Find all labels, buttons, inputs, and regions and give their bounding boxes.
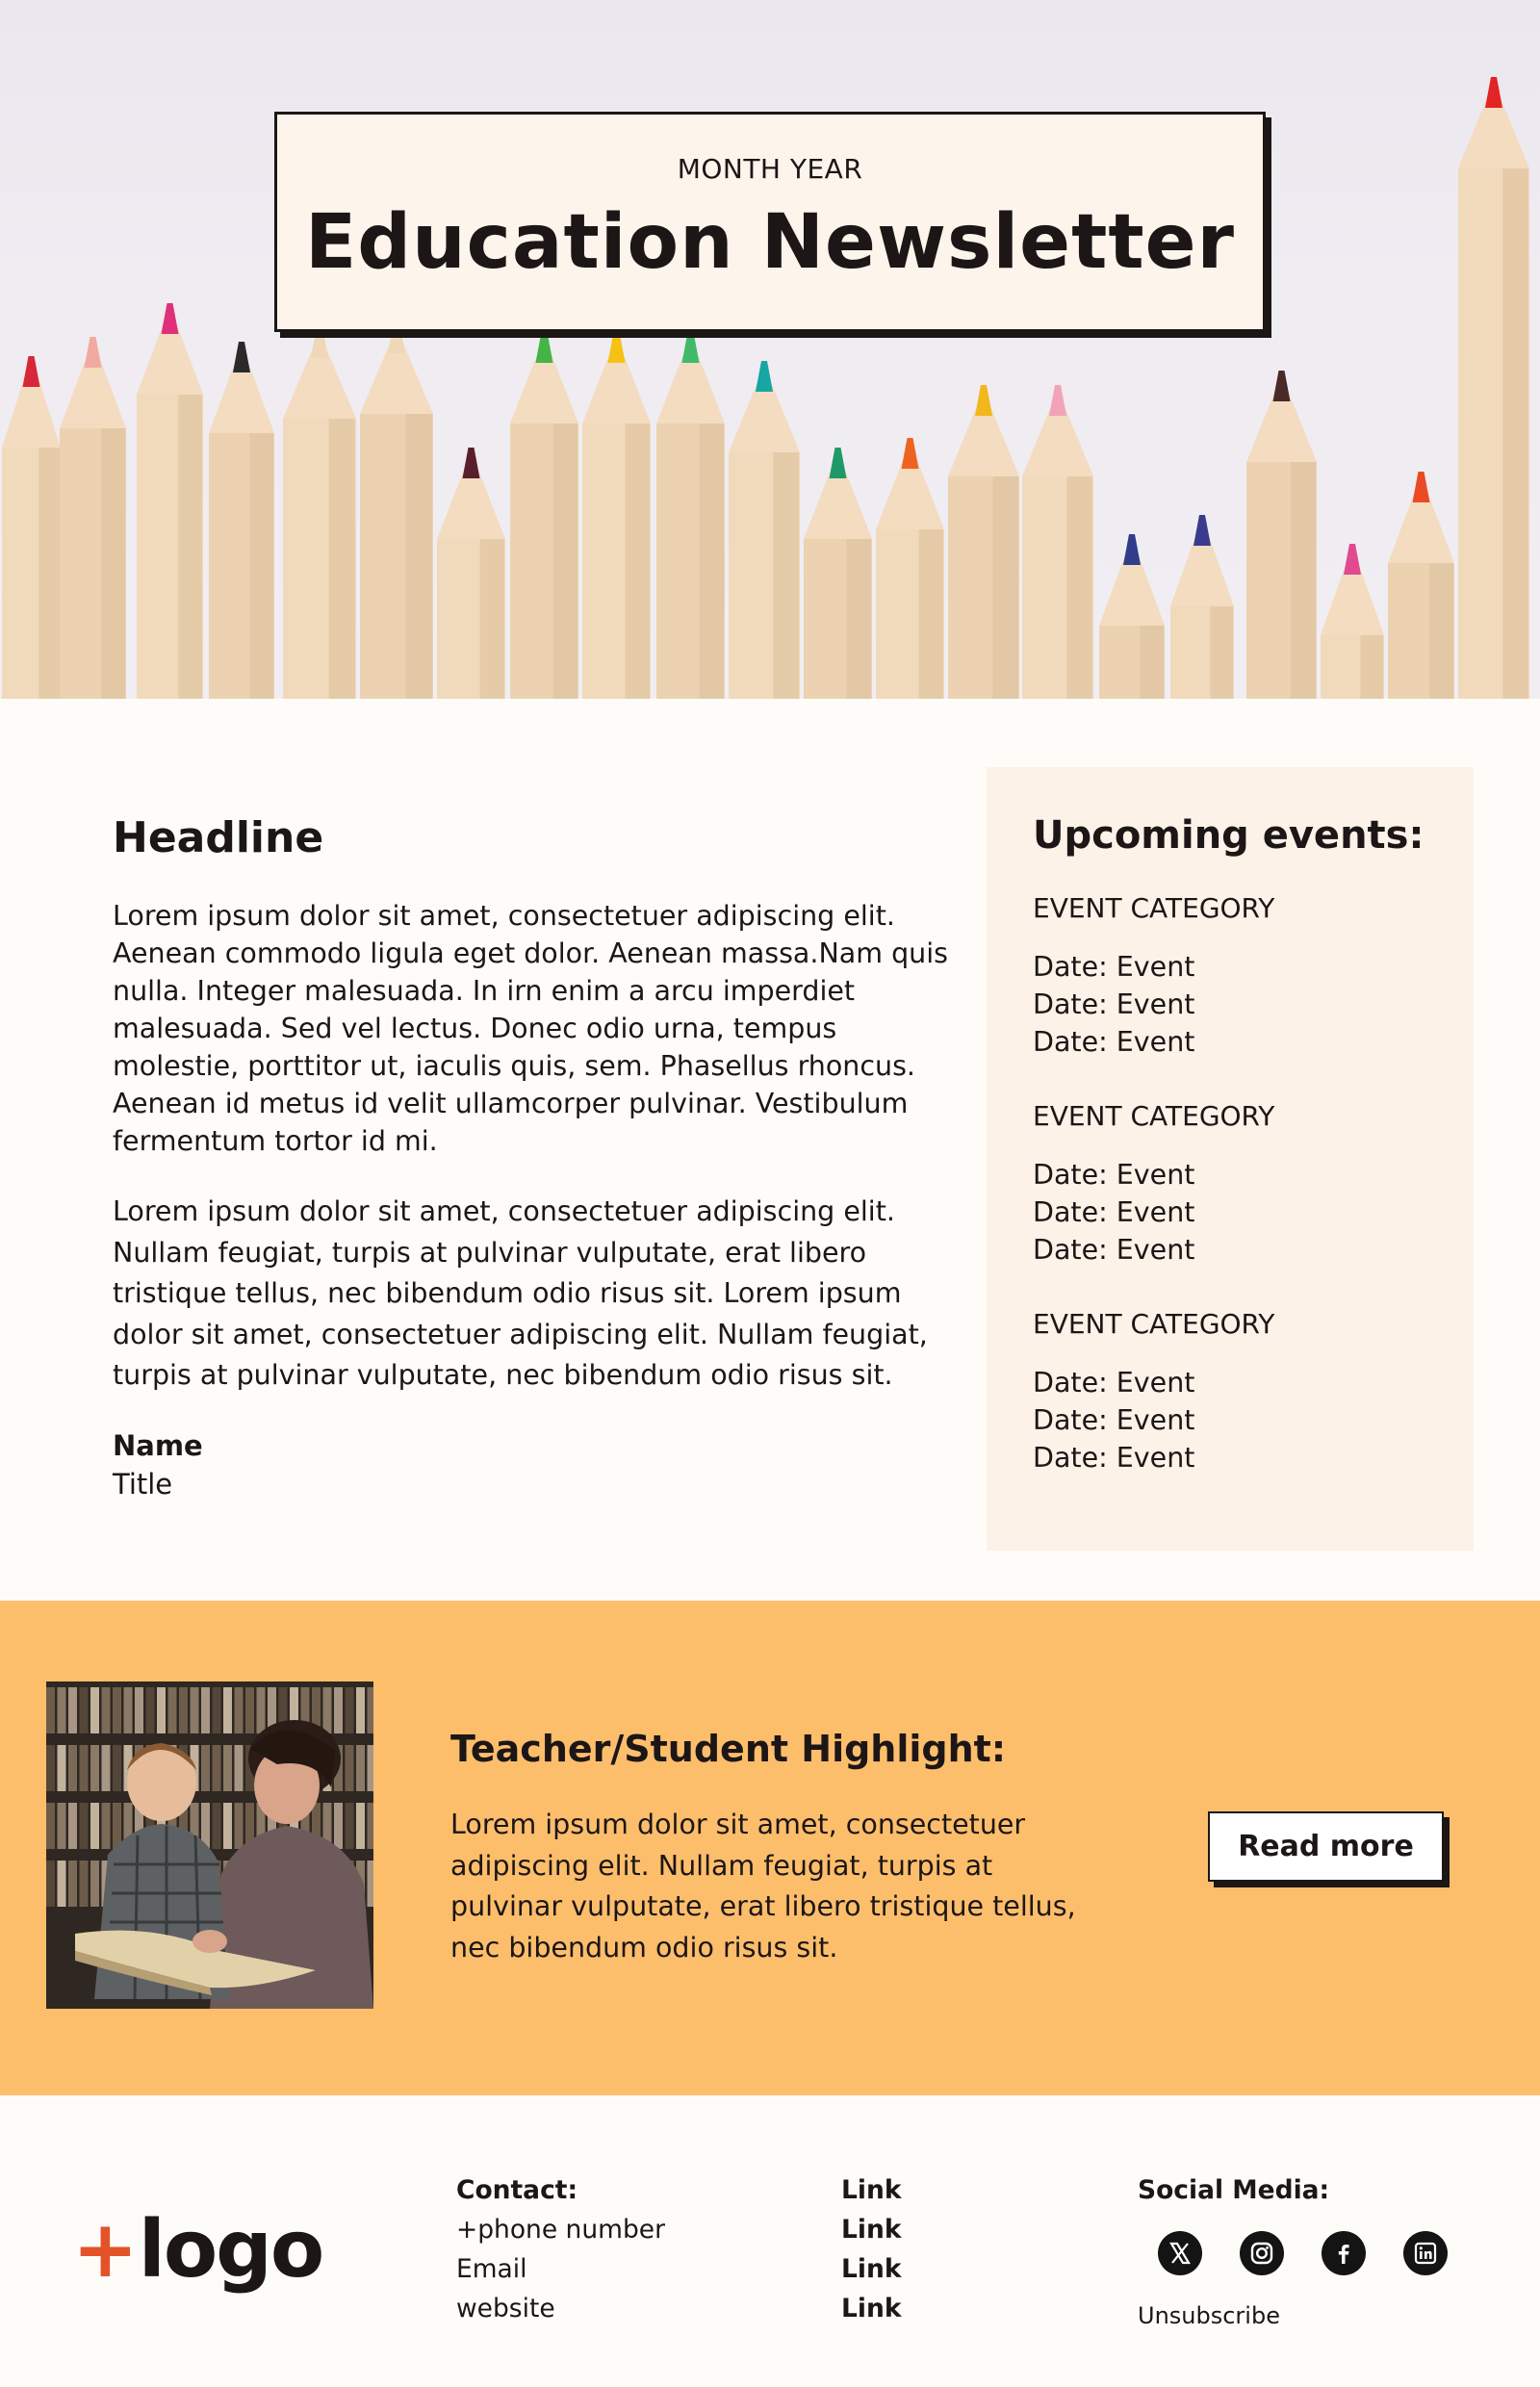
shelf-book (168, 1687, 177, 1733)
read-more-button[interactable]: Read more (1208, 1811, 1444, 1882)
shelf-book (368, 1687, 374, 1733)
shelf-book (90, 1745, 99, 1791)
event-item: Date: Event (1033, 951, 1195, 983)
pencil-illustration (1388, 472, 1454, 699)
headline: Headline (113, 813, 324, 862)
instagram-icon[interactable] (1240, 2231, 1284, 2275)
event-group (1033, 1100, 1456, 1269)
shelf-book (68, 1745, 77, 1791)
logo-plus-mark: + (72, 2204, 137, 2296)
shelf-book (58, 1687, 66, 1733)
author-title: Title (113, 1468, 173, 1501)
shelf-book (58, 1861, 66, 1907)
pencil-illustration (582, 332, 651, 699)
links-column (841, 2175, 901, 2333)
shelf-book (323, 1687, 332, 1733)
shelf-book (257, 1687, 266, 1733)
contact-website: website (456, 2294, 555, 2323)
highlight-title: Teacher/Student Highlight: (450, 1728, 1007, 1770)
shelf-book (90, 1687, 99, 1733)
shelf-book (334, 1803, 343, 1849)
shelf-book (90, 1803, 99, 1849)
x-icon[interactable] (1158, 2231, 1202, 2275)
social-media-heading: Social Media: (1138, 2175, 1330, 2205)
upcoming-events-panel (987, 767, 1474, 1551)
pencil-illustration (1170, 515, 1234, 699)
shelf-book (235, 1745, 244, 1791)
events-title: Upcoming events: (1033, 813, 1424, 858)
event-item: Date: Event (1033, 1196, 1195, 1228)
event-category: EVENT CATEGORY (1033, 1100, 1275, 1132)
pencil-illustration (2, 356, 61, 699)
article-paragraph-2: Lorem ipsum dolor sit amet, consectetuer adipiscing elit. Nullam feugiat, turpis at pulvinar vulputate, erat libero tristique tellus, nec bibendum odio risus sit. Lorem ipsum dolor sit amet, consectetuer adipiscing elit. Nullam feugiat, turpis at pulvinar vulputate, nec bibendum odio risus sit. (113, 1195, 928, 1391)
shelf-book (356, 1745, 365, 1791)
contact-column (456, 2175, 665, 2333)
pencil-illustration (804, 448, 872, 699)
shelf-book (68, 1687, 77, 1733)
shelf-book (223, 1745, 232, 1791)
event-item: Date: Event (1033, 1026, 1195, 1058)
highlight-section (0, 1601, 1540, 2095)
event-group (1033, 892, 1456, 1061)
event-item: Date: Event (1033, 1404, 1195, 1436)
event-item: Date: Event (1033, 1159, 1195, 1191)
shelf-book (68, 1861, 77, 1907)
pencil-illustration (437, 448, 505, 699)
shelf-book (157, 1687, 166, 1733)
pencil-illustration (1458, 77, 1529, 699)
shelf-book (46, 1803, 55, 1849)
shelf-book (368, 1803, 374, 1849)
shelf-book (102, 1687, 111, 1733)
shelf-book (58, 1803, 66, 1849)
shelf-book (90, 1861, 99, 1907)
shelf-book (213, 1745, 221, 1791)
pencil-illustration (510, 332, 578, 699)
shelf-book (80, 1861, 89, 1907)
shelf-book (146, 1687, 155, 1733)
shelf-book (46, 1687, 55, 1733)
pencil-illustration (948, 385, 1019, 699)
shelf-book (346, 1745, 354, 1791)
shelf-book (213, 1803, 221, 1849)
unsubscribe-link[interactable]: Unsubscribe (1138, 2302, 1280, 2329)
hero-banner (0, 0, 1540, 699)
shelf-book (113, 1745, 121, 1791)
shelf-book (223, 1687, 232, 1733)
shelf-book (102, 1745, 111, 1791)
colored-pencils-image (0, 0, 1540, 699)
event-item: Date: Event (1033, 1234, 1195, 1266)
month-year: MONTH YEAR (677, 153, 863, 185)
highlight-text: Lorem ipsum dolor sit amet, consectetuer adipiscing elit. Nullam feugiat, turpis at pulvinar vulputate, erat libero tristique tellus, nec bibendum odio risus sit. (450, 1809, 1076, 1964)
pencil-illustration (729, 361, 800, 699)
event-item: Date: Event (1033, 1442, 1195, 1474)
linkedin-icon[interactable] (1403, 2231, 1448, 2275)
event-category: EVENT CATEGORY (1033, 892, 1275, 924)
title-card (274, 112, 1266, 332)
newsletter-title: Education Newsletter (304, 199, 1236, 286)
contact-phone: +phone number (456, 2215, 665, 2245)
contact-heading: Contact: (456, 2175, 578, 2205)
shelf-book (223, 1803, 232, 1849)
shelf-book (102, 1803, 111, 1849)
shelf-book (80, 1803, 89, 1849)
pencil-illustration (209, 342, 274, 699)
footer-link[interactable]: Link (841, 2215, 902, 2245)
event-item: Date: Event (1033, 988, 1195, 1020)
pencil-illustration (1099, 534, 1165, 699)
shelf-book (68, 1803, 77, 1849)
shelf-book (113, 1687, 121, 1733)
shelf-book (201, 1745, 210, 1791)
pencil-illustration (1022, 385, 1093, 699)
event-item: Date: Event (1033, 1367, 1195, 1399)
shelf-book (235, 1687, 244, 1733)
shelf-book (113, 1803, 121, 1849)
shelf-book (201, 1687, 210, 1733)
shelf-book (368, 1745, 374, 1791)
article-paragraph-1: Lorem ipsum dolor sit amet, consectetuer adipiscing elit. Aenean commodo ligula eget dolor. Aenean massa.Nam quis nulla. Integer malesuada. In irn enim a arcu imperdiet malesuada. Sed vel lectus. Donec odio urna, tempus molestie, porttitor ut, iaculis quis, sem. Phasellus rhoncus. Aenean id metus id velit ullamcorper pulvinar. Vestibulum fermentum tortor id mi. (113, 900, 948, 1157)
teacher-student-photo (46, 1681, 373, 2009)
pencil-illustration (876, 438, 944, 699)
shelf-book (356, 1687, 365, 1733)
footer-link[interactable]: Link (841, 2294, 902, 2323)
shelf-book (80, 1745, 89, 1791)
footer-link[interactable]: Link (841, 2175, 902, 2205)
shelf-book (124, 1687, 133, 1733)
facebook-icon[interactable] (1322, 2231, 1366, 2275)
shelf-book (46, 1861, 55, 1907)
pencil-illustration (283, 327, 356, 699)
shelf-book (334, 1687, 343, 1733)
pencil-illustration (60, 337, 126, 699)
social-icons (1158, 2231, 1448, 2275)
event-category: EVENT CATEGORY (1033, 1308, 1275, 1340)
pencil-illustration (1321, 544, 1384, 699)
shelf-book (135, 1687, 143, 1733)
shelf-book (191, 1687, 199, 1733)
shelf-book (80, 1687, 89, 1733)
shelf-book (245, 1687, 254, 1733)
footer-link[interactable]: Link (841, 2254, 902, 2284)
logo[interactable] (72, 2204, 322, 2296)
pencil-illustration (137, 303, 203, 699)
logo-text: logo (138, 2204, 323, 2296)
author-name: Name (113, 1429, 203, 1462)
contact-email: Email (456, 2254, 527, 2284)
shelf-book (356, 1803, 365, 1849)
pencil-illustration (1246, 371, 1317, 699)
shelf-book (235, 1803, 244, 1849)
shelf-book (346, 1803, 354, 1849)
shelf-book (179, 1687, 188, 1733)
shelf-book (58, 1745, 66, 1791)
shelf-book (46, 1745, 55, 1791)
event-group (1033, 1308, 1456, 1476)
shelf-book (346, 1687, 354, 1733)
shelf-book (213, 1687, 221, 1733)
pencil-illustration (656, 332, 725, 699)
pencil-illustration (360, 322, 433, 699)
shelf-book (368, 1861, 374, 1907)
